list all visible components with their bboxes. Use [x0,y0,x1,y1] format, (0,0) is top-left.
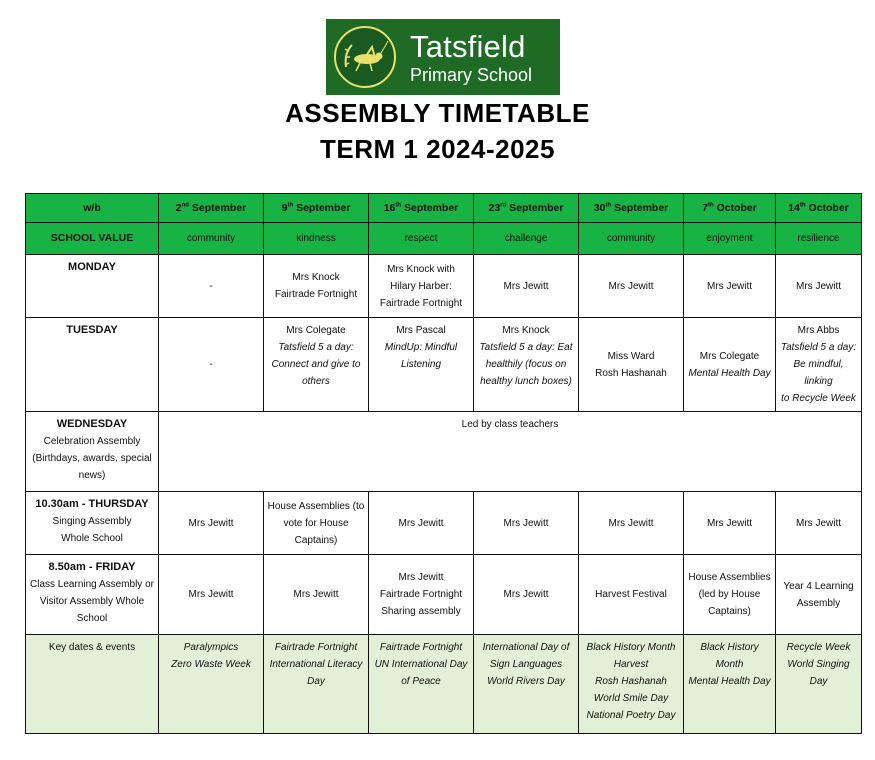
school-value-cell: resilience [776,223,862,255]
key-dates-cell: Recycle Week World Singing Day [776,635,862,734]
timetable-cell: Mrs Jewitt [776,255,862,318]
timetable-cell: Harvest Festival [579,555,684,635]
assembly-timetable [25,193,862,734]
timetable-cell: Miss Ward Rosh Hashanah [579,318,684,412]
day-label-friday: 8.50am - FRIDAY Class Learning Assembly or Visitor Assembly Whole School [26,555,159,635]
week-header: 9th September [264,194,369,223]
wb-label: w/b [26,194,159,223]
day-label-monday: MONDAY [26,255,159,318]
wednesday-merged-cell: Led by class teachers [159,412,862,492]
timetable-cell: House Assemblies (to vote for House Captains) [264,492,369,555]
friday-row [26,555,862,635]
timetable-cell: Mrs Knock Tatsfield 5 a day: Eat healthily (focus on healthy lunch boxes) [474,318,579,412]
school-value-label: SCHOOL VALUE [26,223,159,255]
timetable-cell: Mrs Knock with Hilary Harber: Fairtrade Fortnight [369,255,474,318]
week-header-row [26,194,862,223]
timetable-cell: Mrs Jewitt [579,255,684,318]
week-header: 7th October [684,194,776,223]
timetable-cell: Mrs Jewitt [776,492,862,555]
key-dates-cell: Black History Month Mental Health Day [684,635,776,734]
week-header: 14th October [776,194,862,223]
week-header: 23rd September [474,194,579,223]
timetable-cell: Mrs Jewitt [264,555,369,635]
timetable-cell: Year 4 Learning Assembly [776,555,862,635]
timetable-cell: Mrs Jewitt Fairtrade Fortnight Sharing assembly [369,555,474,635]
timetable-cell: Mrs Jewitt [579,492,684,555]
key-dates-cell: Black History Month Harvest Rosh Hashanah World Smile Day National Poetry Day [579,635,684,734]
timetable-cell: Mrs Colegate Tatsfield 5 a day: Connect and give to others [264,318,369,412]
week-header: 16th September [369,194,474,223]
week-header: 2nd September [159,194,264,223]
tuesday-row [26,318,862,412]
key-dates-label: Key dates & events [26,635,159,734]
document-subtitle: TERM 1 2024-2025 [320,134,555,164]
key-dates-row [26,635,862,734]
grasshopper-emblem-icon [334,26,396,88]
timetable-cell: Mrs Jewitt [369,492,474,555]
school-value-cell: respect [369,223,474,255]
timetable-cell: Mrs Jewitt [684,492,776,555]
key-dates-cell: International Day of Sign Languages World Rivers Day [474,635,579,734]
wednesday-row [26,412,862,492]
timetable-cell: Mrs Abbs Tatsfield 5 a day: Be mindful, linking to Recycle Week [776,318,862,412]
document-title: ASSEMBLY TIMETABLE [285,98,590,128]
school-value-cell: enjoyment [684,223,776,255]
thursday-row [26,492,862,555]
timetable-cell: Mrs Pascal MindUp: Mindful Listening [369,318,474,412]
timetable-cell: House Assemblies (led by House Captains) [684,555,776,635]
day-label-thursday: 10.30am - THURSDAY Singing Assembly Whole School [26,492,159,555]
timetable-cell: Mrs Knock Fairtrade Fortnight [264,255,369,318]
timetable-cell: - [159,255,264,318]
key-dates-cell: Fairtrade Fortnight International Literacy Day [264,635,369,734]
key-dates-cell: Paralympics Zero Waste Week [159,635,264,734]
school-value-cell: challenge [474,223,579,255]
day-label-wednesday: WEDNESDAY Celebration Assembly (Birthdays, awards, special news) [26,412,159,492]
school-logo [326,19,560,95]
week-header: 30th September [579,194,684,223]
monday-row [26,255,862,318]
logo-school-name: Tatsfield [410,28,526,64]
timetable-cell: Mrs Jewitt [474,555,579,635]
key-dates-cell: Fairtrade Fortnight UN International Day of Peace [369,635,474,734]
timetable-cell: Mrs Jewitt [474,255,579,318]
school-value-cell: community [579,223,684,255]
school-value-row [26,223,862,255]
timetable-cell: - [159,318,264,412]
timetable-cell: Mrs Colegate Mental Health Day [684,318,776,412]
school-value-cell: community [159,223,264,255]
school-value-cell: kindness [264,223,369,255]
timetable-cell: Mrs Jewitt [159,555,264,635]
timetable-cell: Mrs Jewitt [684,255,776,318]
day-label-tuesday: TUESDAY [26,318,159,412]
logo-school-subtitle: Primary School [410,64,533,85]
timetable-cell: Mrs Jewitt [159,492,264,555]
timetable-cell: Mrs Jewitt [474,492,579,555]
